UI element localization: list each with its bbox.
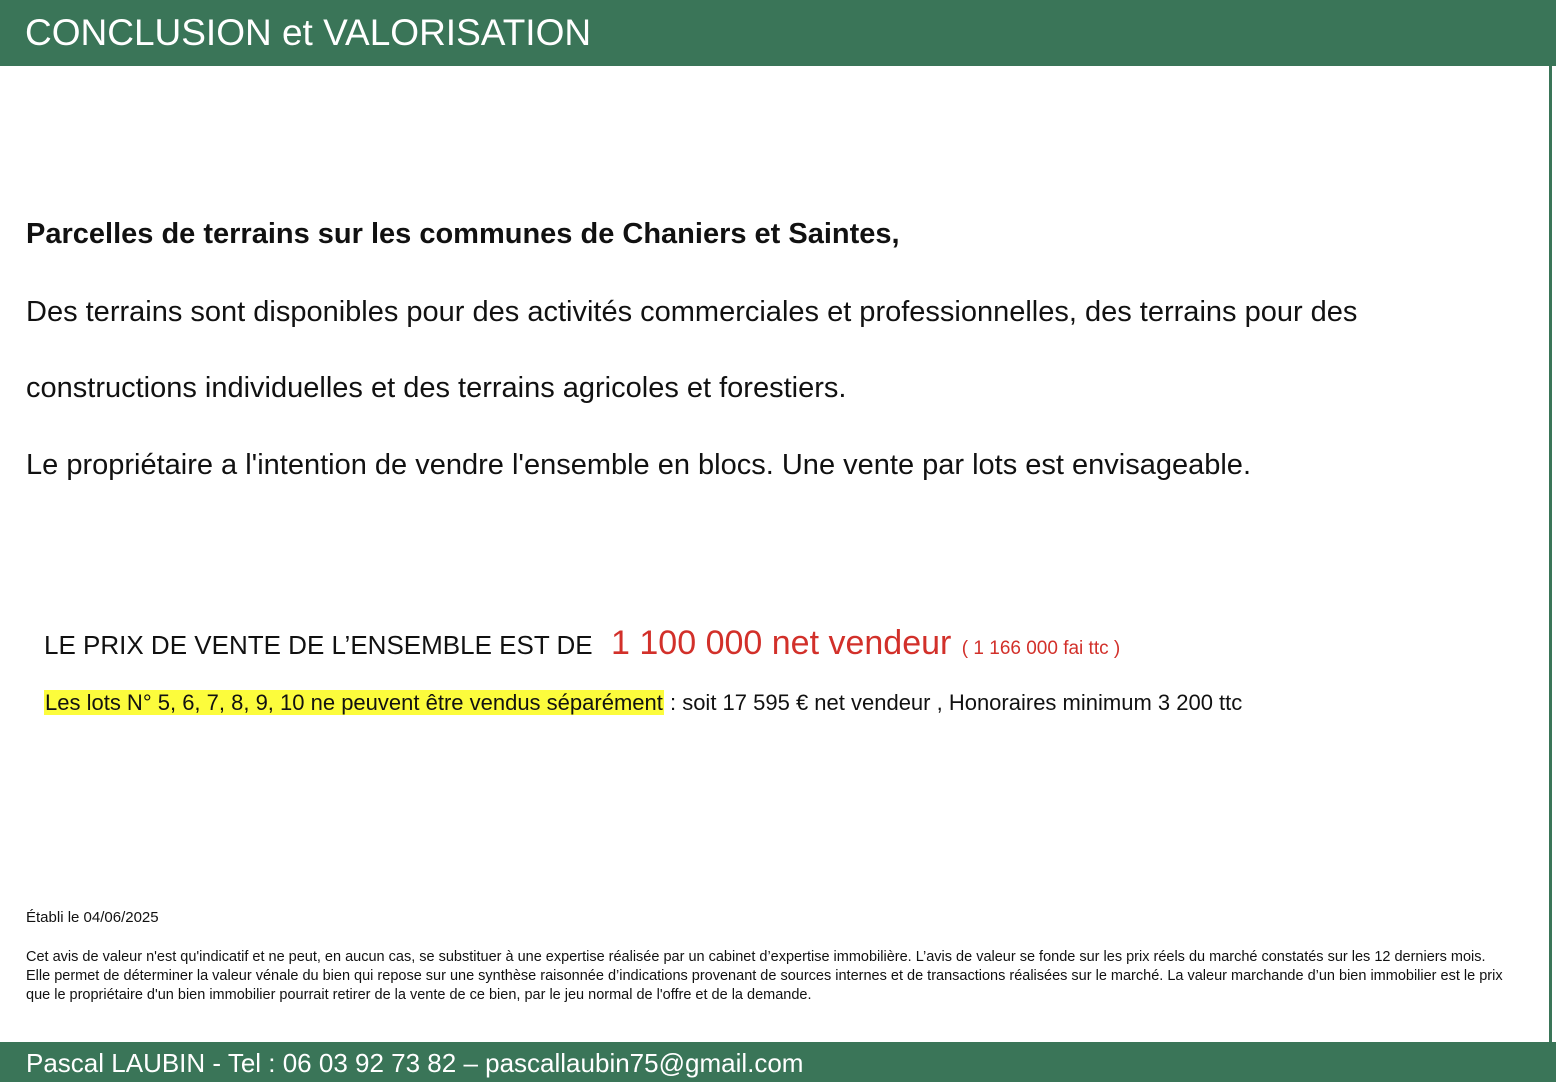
subject-heading: Parcelles de terrains sur les communes de Chaniers et Saintes, <box>26 218 900 250</box>
price-fai: ( 1 166 000 fai ttc ) <box>961 638 1121 659</box>
header-bar <box>0 0 1556 66</box>
description-line-2: constructions individuelles et des terrains agricoles et forestiers. <box>26 372 847 404</box>
lots-highlighted-text: Les lots N° 5, 6, 7, 8, 9, 10 ne peuvent être vendus séparément <box>45 690 663 715</box>
lots-price-text: : soit 17 595 € net vendeur , Honoraires minimum 3 200 ttc <box>663 690 1243 715</box>
price-statement <box>44 621 1120 672</box>
established-date: Établi le 04/06/2025 <box>26 909 159 926</box>
page-title: CONCLUSION et VALORISATION <box>25 12 592 53</box>
description-line-1: Des terrains sont disponibles pour des activités commerciales et professionnelles, des terrains pour des <box>26 296 1358 328</box>
sale-intention-paragraph: Le propriétaire a l'intention de vendre l'ensemble en blocs. Une vente par lots est envisageable. <box>26 449 1251 481</box>
lots-statement <box>44 688 1242 718</box>
disclaimer-text: Cet avis de valeur n'est qu'indicatif et ne peut, en aucun cas, se substituer à une expertise réalisée par un cabinet d’expertise immobilière. L’avis de valeur se fonde sur les prix réels du marché constatés sur les 12 derniers mois. Elle permet de déterminer la valeur vénale du bien qui repose sur une synthèse raisonnée d’indications provenant de sources internes et de transactions réalisées sur le marché. La valeur marchande d’un bien immobilier est le prix que le propriétaire d'un bien immobilier pourrait retirer de la vente de ce bien, par le jeu normal de l'offre et de la demande. <box>26 949 1503 1003</box>
price-lead-text: LE PRIX DE VENTE DE L’ENSEMBLE EST DE <box>44 630 593 660</box>
footer-bar <box>0 1042 1556 1082</box>
price-amount: 1 100 000 net vendeur <box>611 624 952 662</box>
footer-contact: Pascal LAUBIN - Tel : 06 03 92 73 82 – pascallaubin75@gmail.com <box>26 1048 804 1078</box>
